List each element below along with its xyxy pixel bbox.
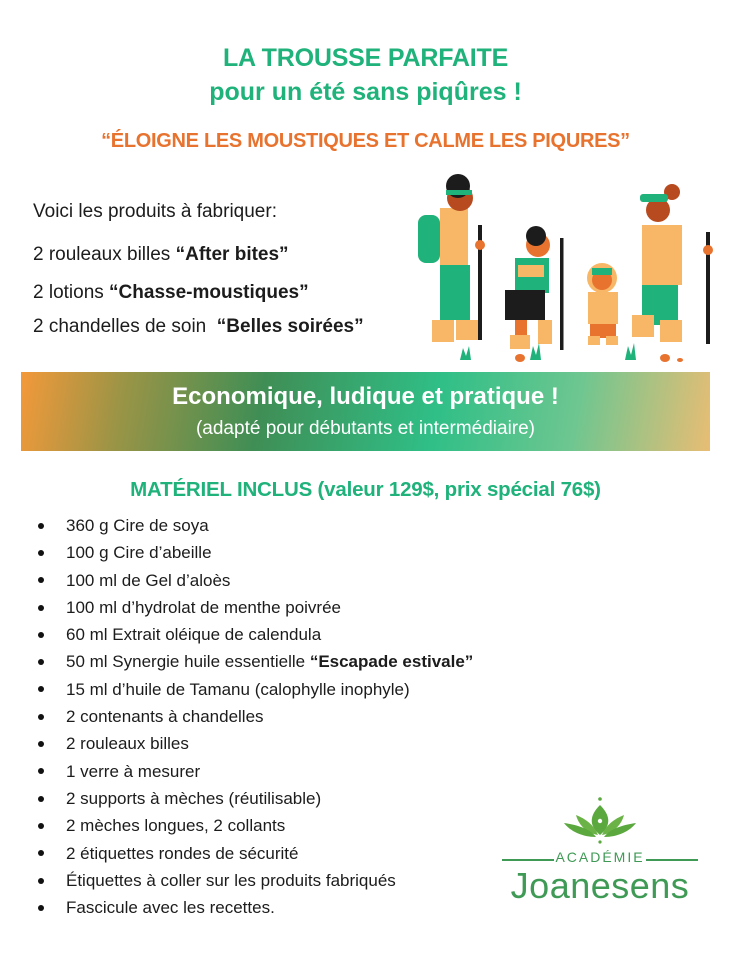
girl-figure (505, 226, 564, 350)
banner-headline: Economique, ludique et pratique ! (172, 383, 559, 410)
banner-subline: (adapté pour débutants et intermédiaire) (195, 418, 536, 439)
father-figure (418, 174, 485, 342)
academie-joanesens-logo (490, 795, 710, 915)
materials-list (38, 512, 473, 921)
bullet-icon (38, 686, 44, 692)
item-text: 1 verre à mesurer (66, 761, 201, 781)
item-text: 360 g Cire de soya (66, 516, 209, 535)
list-item (38, 894, 473, 921)
item-text: 2 étiquettes rondes de sécurité (66, 843, 299, 863)
bullet-icon (38, 632, 44, 638)
bullet-icon (38, 796, 44, 802)
list-item (38, 594, 473, 621)
bullet-icon (38, 823, 44, 829)
product-item (33, 282, 309, 304)
list-item (38, 539, 473, 566)
tagline: “ÉLOIGNE LES MOUSTIQUES ET CALME LES PIQURES” (101, 130, 630, 152)
bullet-icon (38, 905, 44, 911)
item-text: Fascicule avec les recettes. (66, 898, 275, 918)
highlight-banner (21, 372, 710, 451)
list-item (38, 648, 473, 675)
page-title: LA TROUSSE PARFAITE (222, 44, 509, 72)
logo-brand-text: Joanesens (510, 865, 690, 906)
bullet-icon (38, 741, 44, 747)
item-text: 15 ml d’huile de Tamanu (calophylle inophyle) (66, 679, 410, 699)
divider (646, 859, 698, 861)
bullet-icon (38, 577, 44, 583)
item-text: 2 rouleaux billes (66, 734, 189, 754)
item-text: 60 ml Extrait oléique de calendula (66, 625, 322, 645)
bullet-icon (38, 878, 44, 884)
item-text: 100 ml d’hydrolat de menthe poivrée (66, 597, 341, 617)
product-name: “Belles soirées” (216, 316, 364, 337)
list-item (38, 867, 473, 894)
list-item (38, 812, 473, 839)
item-text: 2 supports à mèches (réutilisable) (66, 788, 322, 808)
list-item (38, 785, 473, 812)
item-text: 2 mèches longues, 2 collants (66, 816, 286, 836)
grass-decoration (460, 343, 636, 360)
product-prefix: 2 lotions (33, 282, 110, 303)
product-prefix: 2 chandelles de soin (33, 316, 217, 337)
bullet-icon (38, 768, 44, 774)
product-prefix: 2 rouleaux billes (33, 244, 176, 265)
bullet-icon (38, 523, 44, 529)
list-item (38, 676, 473, 703)
item-text: 100 g Cire d’abeille (66, 543, 212, 563)
list-item (38, 512, 473, 539)
bullet-icon (38, 850, 44, 856)
product-name: “After bites” (175, 244, 289, 265)
page-subtitle: pour un été sans piqûres ! (209, 78, 522, 106)
toddler-figure (587, 263, 618, 345)
family-hiking-illustration (410, 170, 730, 370)
list-item (38, 621, 473, 648)
list-item (38, 703, 473, 730)
logo-academie-text: ACADÉMIE (555, 849, 645, 865)
intro-lead: Voici les produits à fabriquer: (33, 201, 277, 222)
bullet-icon (38, 714, 44, 720)
product-item (33, 244, 289, 266)
item-text: 100 ml de Gel d’aloès (66, 570, 231, 590)
list-item (38, 758, 473, 785)
bullet-icon (38, 605, 44, 611)
bullet-icon (38, 550, 44, 556)
mother-figure (632, 184, 713, 344)
product-item (33, 316, 364, 338)
item-text: 50 ml Synergie huile essentielle (66, 652, 310, 672)
lotus-icon (490, 795, 710, 845)
item-text: 2 contenants à chandelles (66, 707, 264, 727)
list-item (38, 840, 473, 867)
product-name: “Chasse-moustiques” (109, 282, 309, 303)
item-bold-text: “Escapade estivale” (309, 652, 474, 672)
list-item (38, 567, 473, 594)
item-text: Étiquettes à coller sur les produits fabriqués (66, 870, 396, 890)
bullet-icon (38, 659, 44, 665)
list-item (38, 730, 473, 757)
materials-title: MATÉRIEL INCLUS (valeur 129$, prix spécial 76$) (130, 478, 601, 501)
